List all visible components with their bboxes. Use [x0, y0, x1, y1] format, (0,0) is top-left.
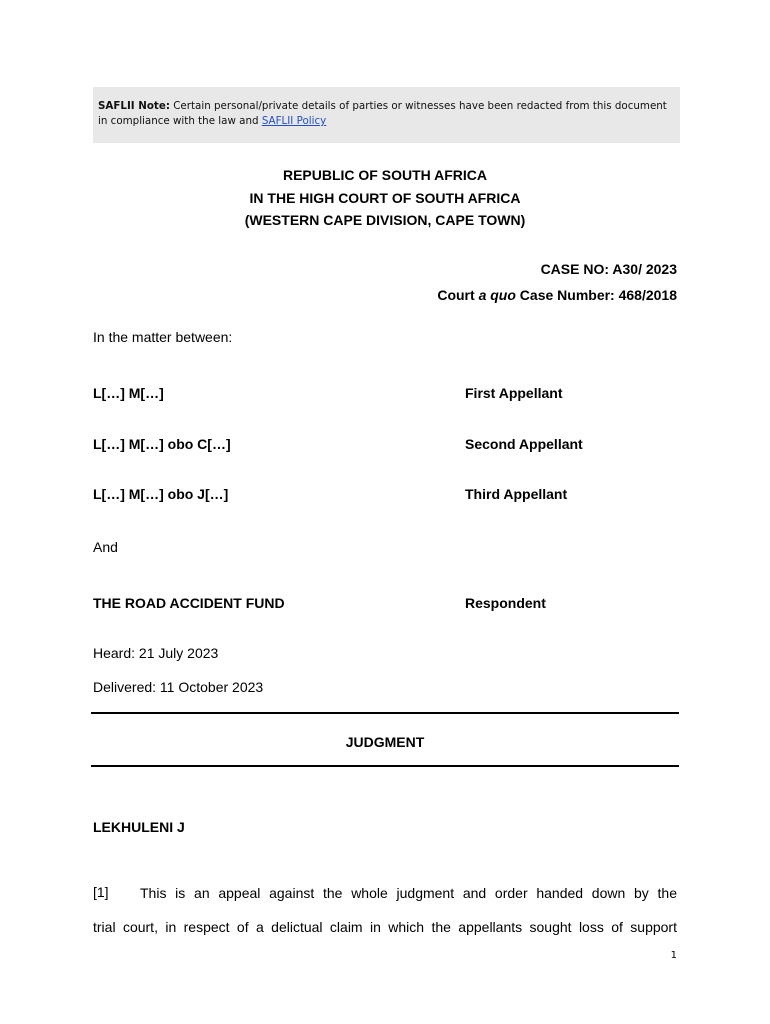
- header-republic: REPUBLIC OF SOUTH AFRICA: [282, 167, 488, 183]
- saflii-note-text: Certain personal/private details of parties or witnesses have been redacted from this document in compliance with the law and: [98, 100, 667, 127]
- party-1-role: First Appellant: [465, 385, 563, 401]
- header-division: (WESTERN CAPE DIVISION, CAPE TOWN): [244, 212, 526, 228]
- respondent-name: THE ROAD ACCIDENT FUND: [93, 595, 285, 611]
- party-2-role: Second Appellant: [465, 436, 583, 452]
- quo-prefix: Court: [437, 287, 479, 303]
- judge-name: LEKHULENI J: [93, 819, 185, 835]
- paragraph-number: [1]: [93, 884, 109, 900]
- quo-italic: a quo: [478, 287, 516, 303]
- delivered-date: Delivered: 11 October 2023: [93, 679, 264, 695]
- party-3-role: Third Appellant: [465, 486, 568, 502]
- quo-suffix: Case Number: 468/2018: [515, 287, 677, 303]
- judgment-title: JUDGMENT: [345, 734, 425, 750]
- case-number: CASE NO: A30/ 2023: [540, 261, 677, 277]
- and-label: And: [93, 539, 118, 555]
- header-court: IN THE HIGH COURT OF SOUTH AFRICA: [249, 190, 521, 206]
- top-rule: [91, 712, 679, 714]
- bottom-rule: [91, 765, 679, 767]
- party-2-name: L[…] M[…] obo C[…]: [93, 436, 231, 452]
- paragraph-line-1: This is an appeal against the whole judgment and order handed down by the: [140, 885, 677, 901]
- party-3-name: L[…] M[…] obo J[…]: [93, 486, 229, 502]
- page-number: 1: [670, 950, 677, 961]
- matter-between: In the matter between:: [93, 329, 233, 345]
- respondent-role: Respondent: [465, 595, 546, 611]
- paragraph-line-2: trial court, in respect of a delictual claim in which the appellants sought loss of support: [93, 919, 677, 935]
- saflii-policy-link[interactable]: SAFLII Policy: [261, 115, 327, 127]
- court-a-quo-case-number: [437, 286, 677, 304]
- party-1-name: L[…] M[…]: [93, 385, 164, 401]
- saflii-note-label: SAFLII Note:: [98, 100, 170, 112]
- saflii-note: [93, 87, 680, 143]
- heard-date: Heard: 21 July 2023: [93, 645, 219, 661]
